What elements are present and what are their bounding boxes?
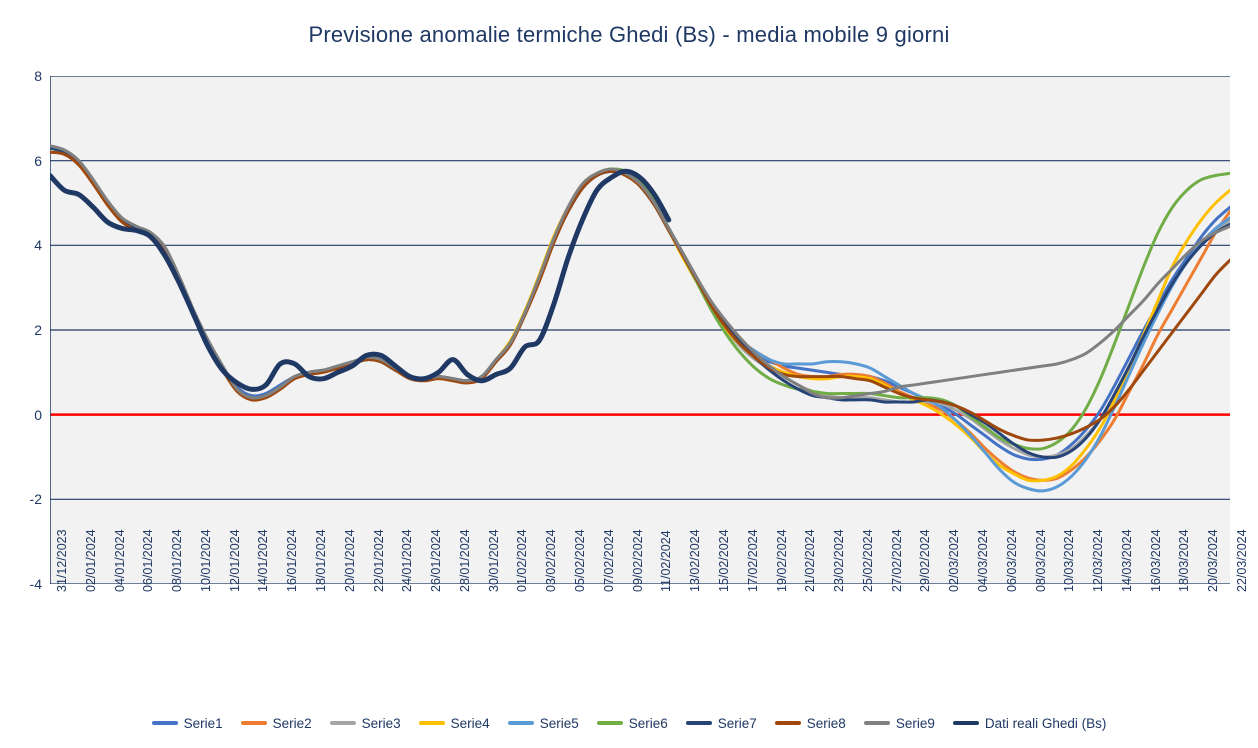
legend-item[interactable]	[775, 716, 846, 731]
legend-label: Serie1	[183, 715, 223, 731]
legend-label: Serie7	[717, 715, 757, 731]
x-axis-tick-label: 08/01/2024	[170, 529, 185, 592]
legend-label: Serie9	[895, 715, 935, 731]
x-axis-tick-label: 10/03/2024	[1062, 529, 1077, 592]
x-axis-tick-label: 23/02/2024	[832, 529, 847, 592]
x-axis-tick-label: 27/02/2024	[889, 529, 904, 592]
x-axis-tick-label: 02/03/2024	[947, 529, 962, 592]
x-axis-tick-label: 18/01/2024	[314, 529, 329, 592]
x-axis-tick-label: 18/03/2024	[1177, 529, 1192, 592]
x-axis-tick-label: 24/01/2024	[400, 529, 415, 592]
x-axis-tick-label: 14/01/2024	[256, 529, 271, 592]
x-axis-tick-label: 13/02/2024	[688, 529, 703, 592]
legend-label: Serie3	[361, 715, 401, 731]
legend-color-swatch	[686, 721, 712, 725]
y-axis-tick-label: 8	[34, 68, 42, 84]
chart-title: Previsione anomalie termiche Ghedi (Bs) - media mobile 9 giorni	[308, 22, 950, 47]
x-axis-tick-label: 12/03/2024	[1091, 529, 1106, 592]
x-axis-tick-label: 14/03/2024	[1119, 529, 1134, 592]
legend-item[interactable]	[597, 716, 668, 731]
legend-label: Serie4	[450, 715, 490, 731]
x-axis-tick-label: 26/01/2024	[429, 529, 444, 592]
x-axis-tick-label: 16/01/2024	[285, 529, 300, 592]
x-axis-tick-label: 30/01/2024	[486, 529, 501, 592]
x-axis-tick-label: 02/01/2024	[83, 529, 98, 592]
legend-label: Serie5	[539, 715, 579, 731]
legend-item[interactable]	[241, 716, 312, 731]
y-axis-tick-label: 4	[34, 237, 42, 254]
x-axis-tick-label: 29/02/2024	[918, 529, 933, 592]
legend-item[interactable]	[152, 716, 223, 731]
x-axis-tick-label: 28/01/2024	[457, 529, 472, 592]
x-axis-tick-label: 22/03/2024	[1235, 529, 1249, 592]
legend-item[interactable]	[686, 716, 757, 731]
legend-color-swatch	[597, 721, 623, 725]
x-axis-tick-label: 03/02/2024	[544, 529, 559, 592]
x-axis-tick-label: 20/03/2024	[1206, 529, 1221, 592]
x-axis-tick-label: 12/01/2024	[227, 529, 242, 592]
legend-color-swatch	[953, 721, 979, 725]
x-axis-tick-label: 06/03/2024	[1004, 529, 1019, 592]
x-axis-tick-label: 07/02/2024	[601, 529, 616, 592]
x-axis-tick-label: 01/02/2024	[515, 529, 530, 592]
x-axis-tick-label: 31/12/2023	[55, 529, 69, 592]
legend-color-swatch	[419, 721, 445, 725]
legend-label: Serie2	[272, 715, 312, 731]
legend-color-swatch	[330, 721, 356, 725]
legend-item[interactable]	[864, 716, 935, 731]
x-axis-tick-label: 04/03/2024	[975, 529, 990, 592]
y-axis-tick-label: 0	[34, 406, 42, 423]
legend-item[interactable]	[330, 716, 401, 731]
y-axis	[0, 68, 1258, 592]
y-axis-tick-label: 6	[34, 152, 42, 169]
x-axis-tick-label: 16/03/2024	[1148, 529, 1163, 592]
x-axis-tick-label: 06/01/2024	[141, 529, 156, 592]
x-axis-tick-label: 05/02/2024	[573, 529, 588, 592]
y-axis-tick-label: -2	[29, 491, 42, 508]
x-axis-tick-label: 08/03/2024	[1033, 529, 1048, 592]
legend-label: Serie6	[628, 715, 668, 731]
x-axis	[50, 529, 1249, 698]
y-axis-tick-label: -4	[29, 576, 42, 592]
x-axis-tick-label: 21/02/2024	[803, 529, 818, 592]
legend-color-swatch	[864, 721, 890, 725]
y-axis-tick-label: 2	[34, 322, 42, 338]
legend-label: Serie8	[806, 715, 846, 731]
legend-item[interactable]	[419, 716, 490, 731]
legend-item[interactable]	[953, 716, 1107, 731]
x-axis-tick-label: 17/02/2024	[745, 529, 760, 592]
x-axis-tick-label: 15/02/2024	[716, 529, 731, 592]
chart-legend	[0, 708, 1258, 738]
x-axis-tick-label: 19/02/2024	[774, 529, 789, 592]
x-axis-tick-label: 09/02/2024	[630, 529, 645, 592]
x-axis-tick-label: 11/02/2024	[659, 530, 674, 592]
legend-item[interactable]	[508, 716, 579, 731]
legend-label: Dati reali Ghedi (Bs)	[984, 715, 1107, 731]
x-axis-tick-label: 10/01/2024	[198, 529, 213, 592]
legend-color-swatch	[775, 721, 801, 725]
x-axis-tick-label: 22/01/2024	[371, 529, 386, 592]
legend-color-swatch	[152, 721, 178, 725]
x-axis-tick-label: 25/02/2024	[860, 529, 875, 592]
legend-color-swatch	[508, 721, 534, 725]
x-axis-tick-label: 04/01/2024	[112, 529, 127, 592]
x-axis-tick-label: 20/01/2024	[342, 529, 357, 592]
legend-color-swatch	[241, 721, 267, 725]
